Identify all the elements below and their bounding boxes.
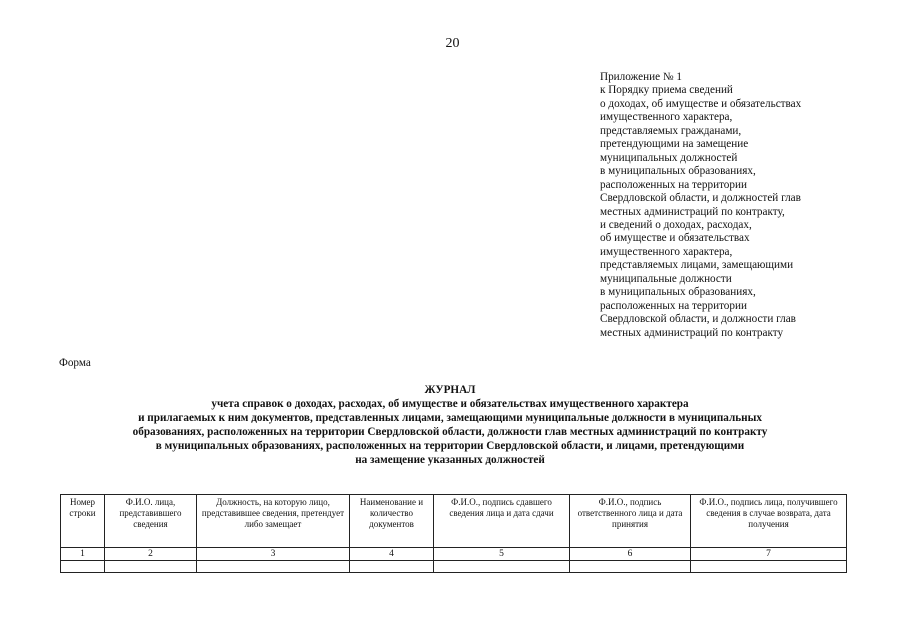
column-header-submitter-signature: Ф.И.О., подпись сдавшего сведения лица и дата сдачи xyxy=(434,495,570,548)
table-cell xyxy=(570,561,691,573)
table-header-row xyxy=(61,495,847,548)
table-cell xyxy=(197,561,350,573)
journal-subtitle-line: образованиях, расположенных на территории Свердловской области, должности глав местных администраций по контракту xyxy=(132,426,768,438)
column-number: 1 xyxy=(61,548,105,561)
journal-title: ЖУРНАЛ xyxy=(424,384,476,396)
appendix-line: об имуществе и обязательствах xyxy=(600,232,750,245)
appendix-line: расположенных на территории xyxy=(600,178,747,191)
column-number: 7 xyxy=(691,548,847,561)
column-number: 3 xyxy=(197,548,350,561)
journal-table xyxy=(60,494,847,573)
column-header-documents: Наименование и количество документов xyxy=(350,495,434,548)
journal-subtitle-line: в муниципальных образованиях, расположенных на территории Свердловской области, и лицами, претендующими xyxy=(155,440,745,452)
journal-subtitle-line: на замещение указанных должностей xyxy=(355,454,545,466)
column-number: 2 xyxy=(105,548,197,561)
column-header-full-name: Ф.И.О. лица, представившего сведения xyxy=(105,495,197,548)
journal-subtitle-line: и прилагаемых к ним документов, представленных лицами, замещающими муниципальные должности в муниципальных xyxy=(138,412,762,424)
appendix-line: о доходах, об имуществе и обязательствах xyxy=(600,97,802,110)
appendix-line: местных администраций по контракту xyxy=(600,326,784,339)
appendix-line: в муниципальных образованиях, xyxy=(600,286,756,299)
table-cell xyxy=(434,561,570,573)
appendix-line: к Порядку приема сведений xyxy=(600,84,733,97)
appendix-line: представляемых лицами, замещающими xyxy=(600,259,794,272)
form-label: Форма xyxy=(59,357,91,369)
column-header-return-signature: Ф.И.О., подпись лица, получившего сведения в случае возврата, дата получения xyxy=(691,495,847,548)
table-cell xyxy=(350,561,434,573)
journal-heading xyxy=(40,383,860,467)
appendix-line: имущественного характера, xyxy=(600,111,733,124)
appendix-line: расположенных на территории xyxy=(600,299,747,312)
appendix-line: представляемых гражданами, xyxy=(600,124,742,137)
appendix-line: Свердловской области, и должностей глав xyxy=(600,192,801,205)
appendix-line: Приложение № 1 xyxy=(600,71,682,83)
column-number: 6 xyxy=(570,548,691,561)
column-header-position: Должность, на которую лицо, представившее сведения, претендует либо замещает xyxy=(197,495,350,548)
appendix-line: муниципальные должности xyxy=(600,272,732,285)
appendix-line: муниципальных должностей xyxy=(600,151,738,164)
table-row xyxy=(61,561,847,573)
appendix-line: имущественного характера, xyxy=(600,245,733,258)
appendix-note xyxy=(600,71,860,340)
table-cell xyxy=(691,561,847,573)
appendix-line: в муниципальных образованиях, xyxy=(600,165,756,178)
appendix-line: и сведений о доходах, расходах, xyxy=(600,218,752,231)
column-header-row-number: Номер строки xyxy=(61,495,105,548)
appendix-line: Свердловской области, и должности глав xyxy=(600,313,796,326)
appendix-line: претендующими на замещение xyxy=(600,138,749,151)
table-cell xyxy=(105,561,197,573)
column-number: 4 xyxy=(350,548,434,561)
journal-subtitle-line: учета справок о доходах, расходах, об имуществе и обязательствах имущественного характера xyxy=(211,398,689,410)
page-number: 20 xyxy=(445,36,460,51)
appendix-line: местных администраций по контракту, xyxy=(600,205,785,218)
table-cell xyxy=(61,561,105,573)
column-number-row xyxy=(61,548,847,561)
column-header-receiver-signature: Ф.И.О., подпись ответственного лица и дата принятия xyxy=(570,495,691,548)
column-number: 5 xyxy=(434,548,570,561)
